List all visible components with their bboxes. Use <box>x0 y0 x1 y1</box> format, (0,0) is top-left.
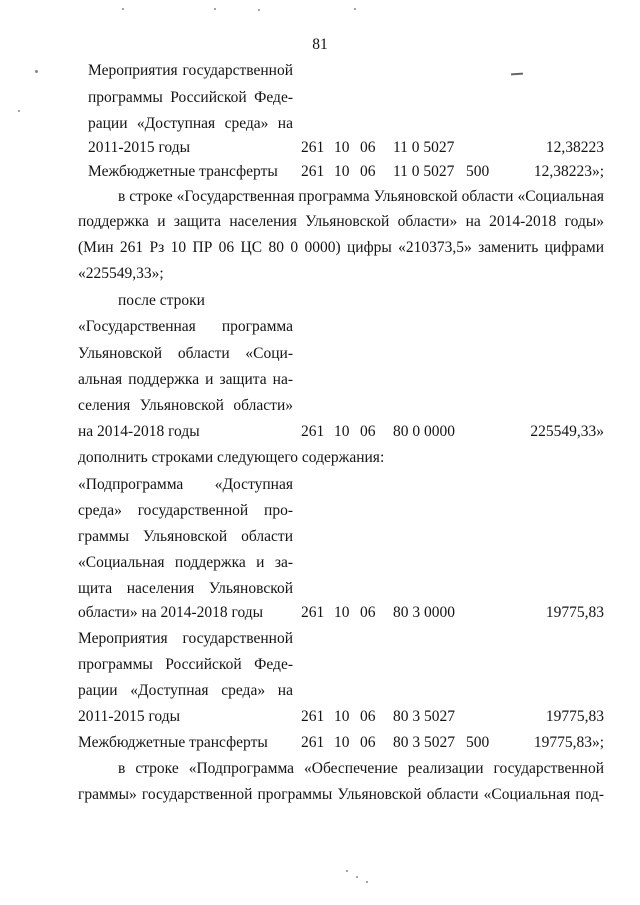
paragraph-after: дополнить строками следующего содержания: <box>78 449 385 466</box>
rz-code: 10 <box>334 423 350 440</box>
sum-value: 12,38223 <box>545 139 604 156</box>
vr-code: 500 <box>466 734 490 751</box>
pr-code: 06 <box>360 708 376 725</box>
rz-code: 10 <box>334 708 350 725</box>
cs-code: 11 0 5027 <box>393 163 455 180</box>
sum-value: 19775,83»; <box>533 734 604 751</box>
name-line: альная поддержка и защита на- <box>78 371 293 388</box>
row-name: на 2014-2018 годы <box>78 423 200 440</box>
row-name: области» на 2014-2018 годы <box>78 604 264 621</box>
scan-speck <box>356 876 358 878</box>
cs-code: 80 3 5027 <box>393 708 455 725</box>
pr-code: 06 <box>360 604 376 621</box>
sum-value: 225549,33» <box>530 423 604 440</box>
paragraph-line: «225549,33»; <box>78 265 164 282</box>
budget-row <box>0 163 640 187</box>
row-name: Межбюджетные трансферты <box>78 734 268 751</box>
name-line: «Подпрограмма «Доступная <box>78 476 293 493</box>
name-line: селения Ульяновской области» <box>78 397 293 414</box>
budget-row <box>0 708 640 732</box>
paragraph-line: (Мин 261 Рз 10 ПР 06 ЦС 80 0 0000) цифры «210373,5» заменить цифрами <box>78 239 604 256</box>
name-line: граммы Ульяновской области <box>78 528 293 545</box>
budget-row <box>0 423 640 447</box>
vr-code: 500 <box>466 163 490 180</box>
paragraph-line: граммы» государственной программы Ульяновской области «Социальная под- <box>78 786 604 803</box>
name-line: рации «Доступная среда» на <box>88 115 293 132</box>
name-line: «Государственная программа <box>78 318 293 335</box>
min-code: 261 <box>301 734 325 751</box>
paragraph-line: поддержка и защита населения Ульяновской области» на 2014-2018 годы» <box>78 213 604 230</box>
name-line: программы Российской Феде- <box>78 656 293 673</box>
pr-code: 06 <box>360 163 376 180</box>
paragraph-line: в строке «Государственная программа Ульяновской области «Социальная <box>118 188 604 205</box>
min-code: 261 <box>301 139 325 156</box>
scan-speck <box>346 870 348 872</box>
row-name: 2011-2015 годы <box>88 139 191 156</box>
min-code: 261 <box>301 423 325 440</box>
row-name: 2011-2015 годы <box>78 708 181 725</box>
min-code: 261 <box>301 163 325 180</box>
row-name: Межбюджетные трансферты <box>88 163 278 180</box>
page-number: 81 <box>312 36 328 53</box>
cs-code: 80 3 5027 <box>393 734 455 751</box>
rz-code: 10 <box>334 604 350 621</box>
pr-code: 06 <box>360 734 376 751</box>
name-line: среда» государственной про- <box>78 502 293 519</box>
paragraph-line: в строке «Подпрограмма «Обеспечение реализации государственной <box>118 760 604 777</box>
cs-code: 11 0 5027 <box>393 139 455 156</box>
name-line: щита населения Ульяновской <box>78 580 293 597</box>
min-code: 261 <box>301 604 325 621</box>
sum-value: 19775,83 <box>545 604 604 621</box>
name-line: «Социальная поддержка и за- <box>78 554 293 571</box>
scan-speck <box>354 8 356 10</box>
budget-row <box>0 139 640 163</box>
scan-speck <box>214 8 216 10</box>
paragraph-intro: после строки <box>118 292 205 309</box>
min-code: 261 <box>301 708 325 725</box>
budget-row <box>0 734 640 758</box>
scan-speck <box>258 9 260 11</box>
pr-code: 06 <box>360 139 376 156</box>
name-line: рации «Доступная среда» на <box>78 682 293 699</box>
rz-code: 10 <box>334 734 350 751</box>
cs-code: 80 0 0000 <box>393 423 455 440</box>
sum-value: 12,38223»; <box>533 163 604 180</box>
name-line: Мероприятия государственной <box>88 62 293 79</box>
cs-code: 80 3 0000 <box>393 604 455 621</box>
rz-code: 10 <box>334 163 350 180</box>
pr-code: 06 <box>360 423 376 440</box>
scan-speck <box>366 881 368 883</box>
scan-speck <box>122 8 124 10</box>
sum-value: 19775,83 <box>545 708 604 725</box>
rz-code: 10 <box>334 139 350 156</box>
budget-row <box>0 604 640 628</box>
name-line: программы Российской Феде- <box>88 89 293 106</box>
name-line: Мероприятия государственной <box>78 630 293 647</box>
name-line: Ульяновской области «Соци- <box>78 345 293 362</box>
